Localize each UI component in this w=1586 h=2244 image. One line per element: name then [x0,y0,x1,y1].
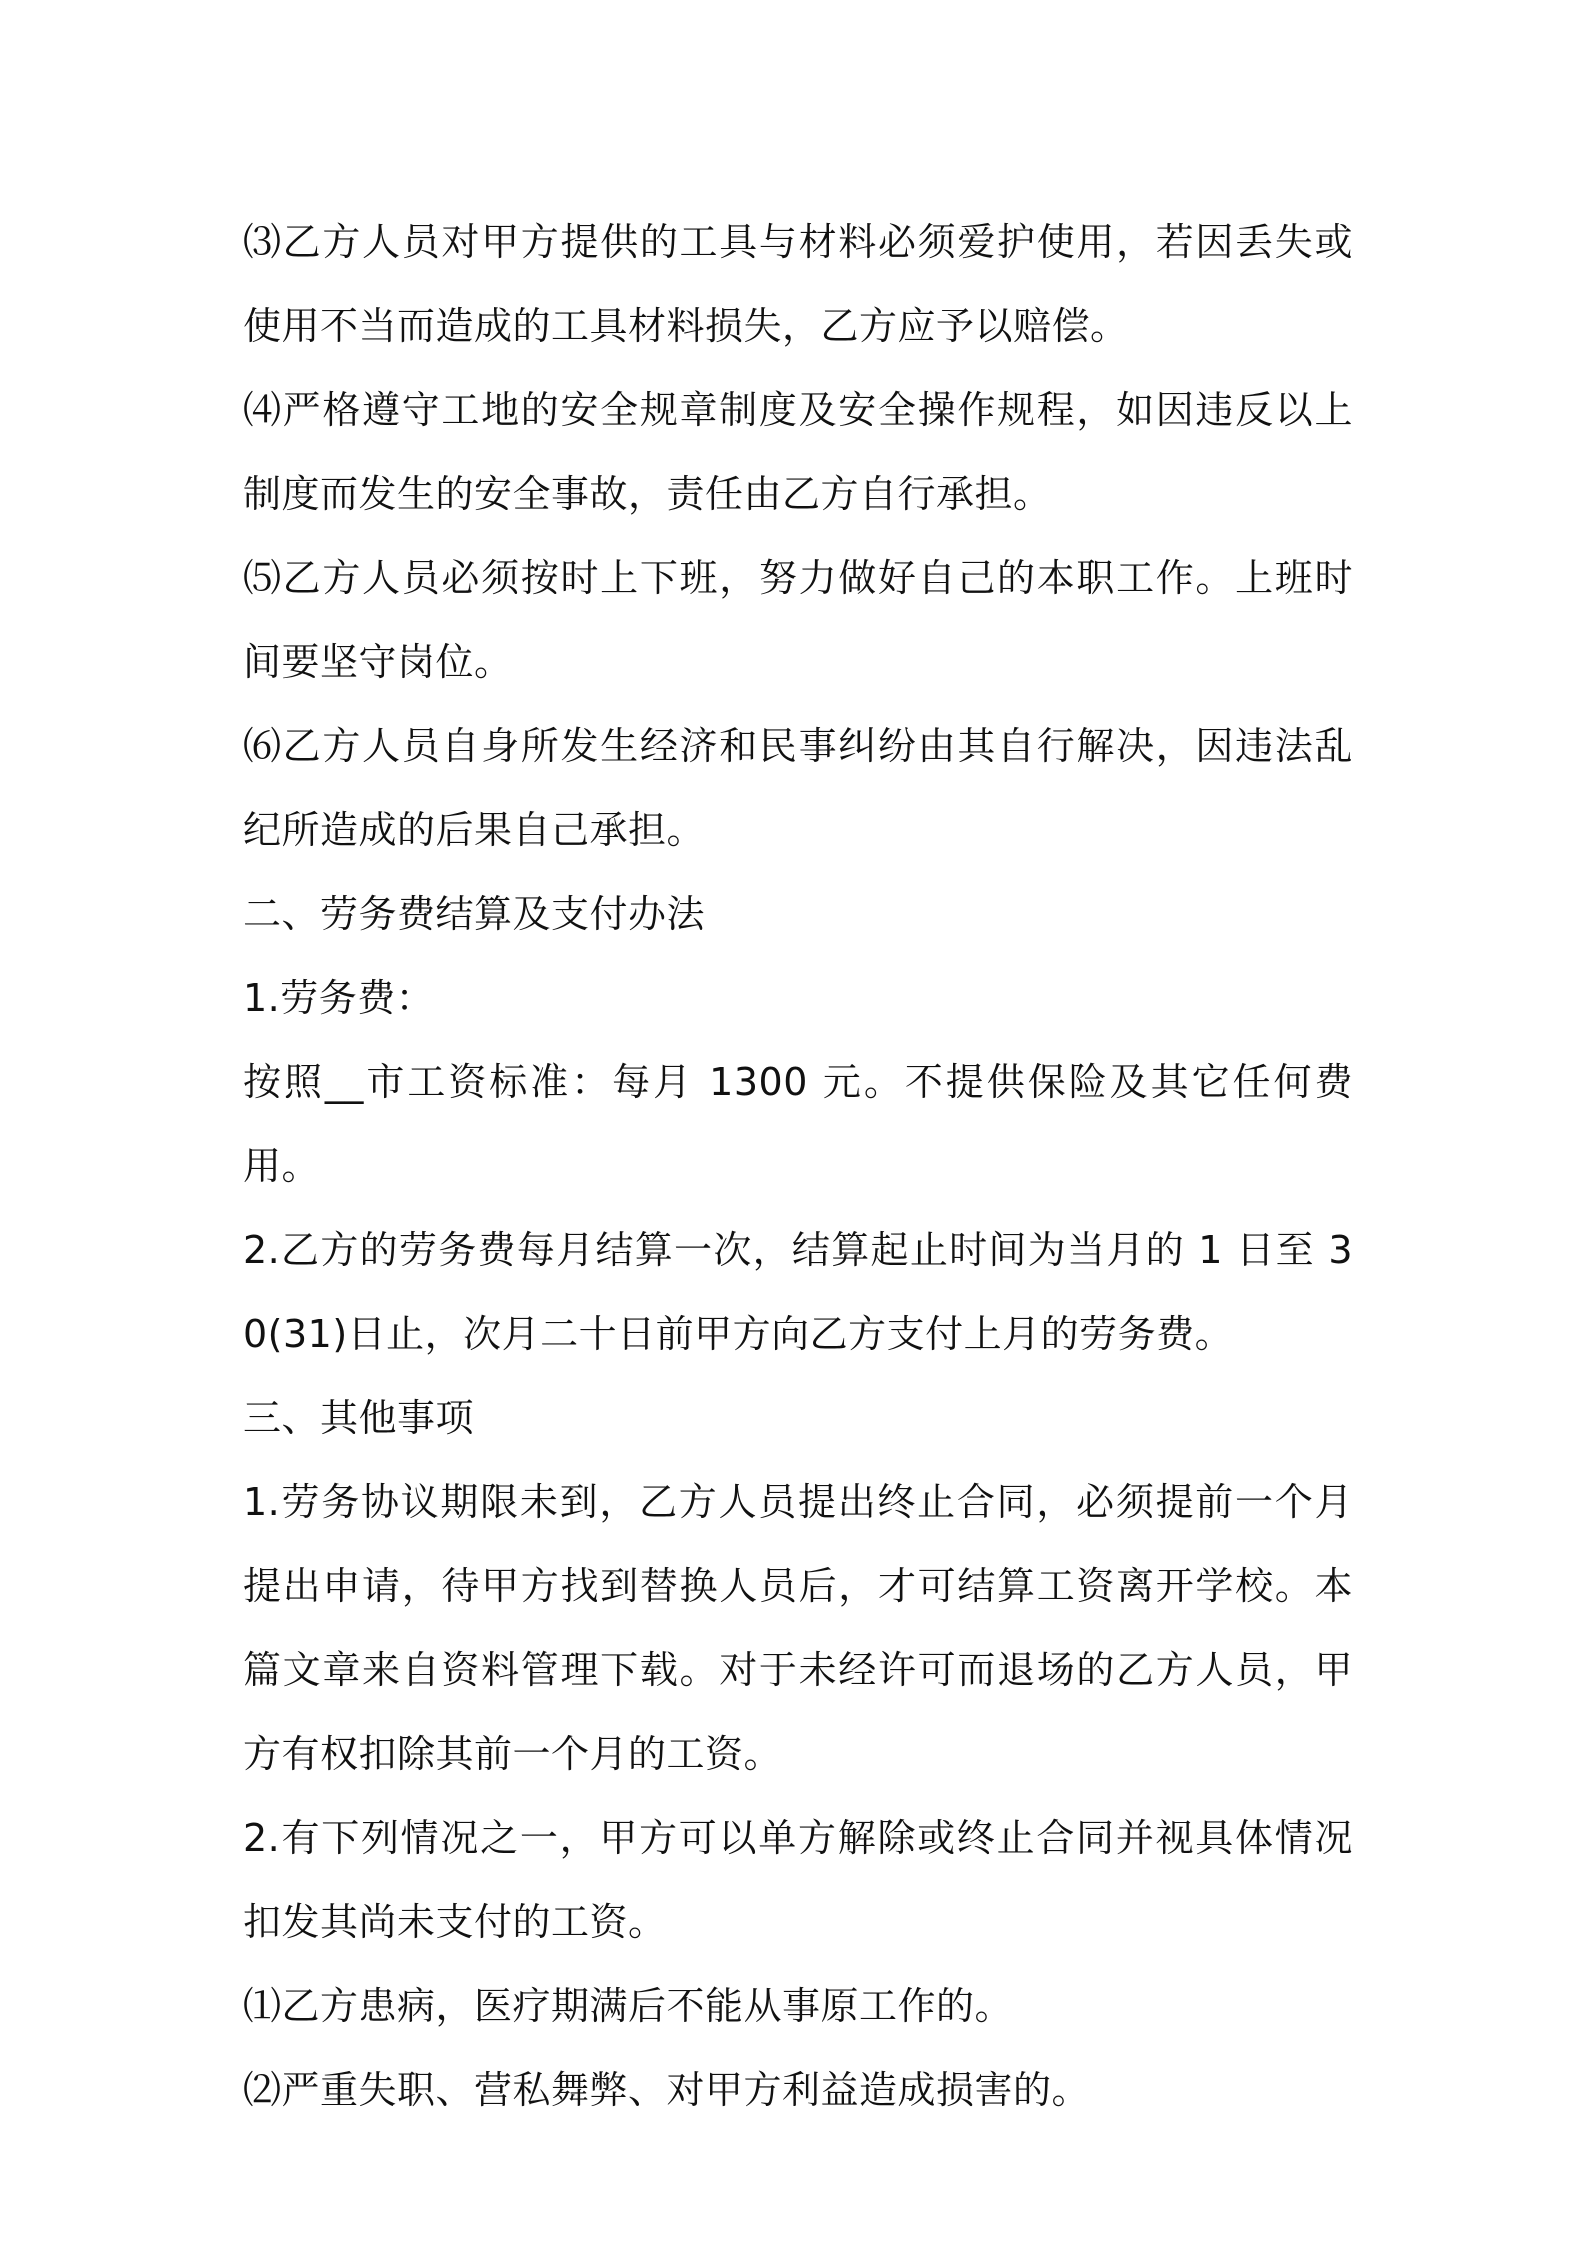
clause-4-safety-rules: ⑷严格遵守工地的安全规章制度及安全操作规程，如因违反以上制度而发生的安全事故，责任由乙方自行承担。 [243,388,1353,516]
sub-item-1-illness: ⑴乙方患病，医疗期满后不能从事原工作的。 [243,1984,1014,2028]
item-2-settlement: 2.乙方的劳务费每月结算一次，结算起止时间为当月的 1 日至 30(31)日止，次月二十日前甲方向乙方支付上月的劳务费。 [243,1228,1353,1356]
document-body [243,200,1353,2132]
clause-5-work-hours: ⑸乙方人员必须按时上下班，努力做好自己的本职工作。上班时间要坚守岗位。 [243,556,1353,684]
clause-6-disputes: ⑹乙方人员自身所发生经济和民事纠纷由其自行解决，因违法乱纪所造成的后果自己承担。 [243,724,1353,852]
other-item-1-termination: 1.劳务协议期限未到，乙方人员提出终止合同，必须提前一个月提出申请，待甲方找到替换人员后，才可结算工资离开学校。本篇文章来自资料管理下载。对于未经许可而退场的乙方人员，甲方有权扣除其前一个月的工资。 [243,1480,1353,1776]
sub-item-2-misconduct: ⑵严重失职、营私舞弊、对甲方利益造成损害的。 [243,2068,1091,2112]
other-item-2-unilateral: 2.有下列情况之一，甲方可以单方解除或终止合同并视具体情况扣发其尚未支付的工资。 [243,1816,1353,1944]
item-1-labor-fee: 1.劳务费： [243,976,435,1020]
clause-3-tools-materials: ⑶乙方人员对甲方提供的工具与材料必须爱护使用，若因丢失或使用不当而造成的工具材料损失，乙方应予以赔偿。 [243,220,1353,348]
section-heading-payment: 二、劳务费结算及支付办法 [243,892,706,936]
labor-fee-standard: 按照__市工资标准：每月 1300 元。不提供保险及其它任何费用。 [243,1060,1353,1188]
section-heading-other: 三、其他事项 [243,1396,475,1440]
